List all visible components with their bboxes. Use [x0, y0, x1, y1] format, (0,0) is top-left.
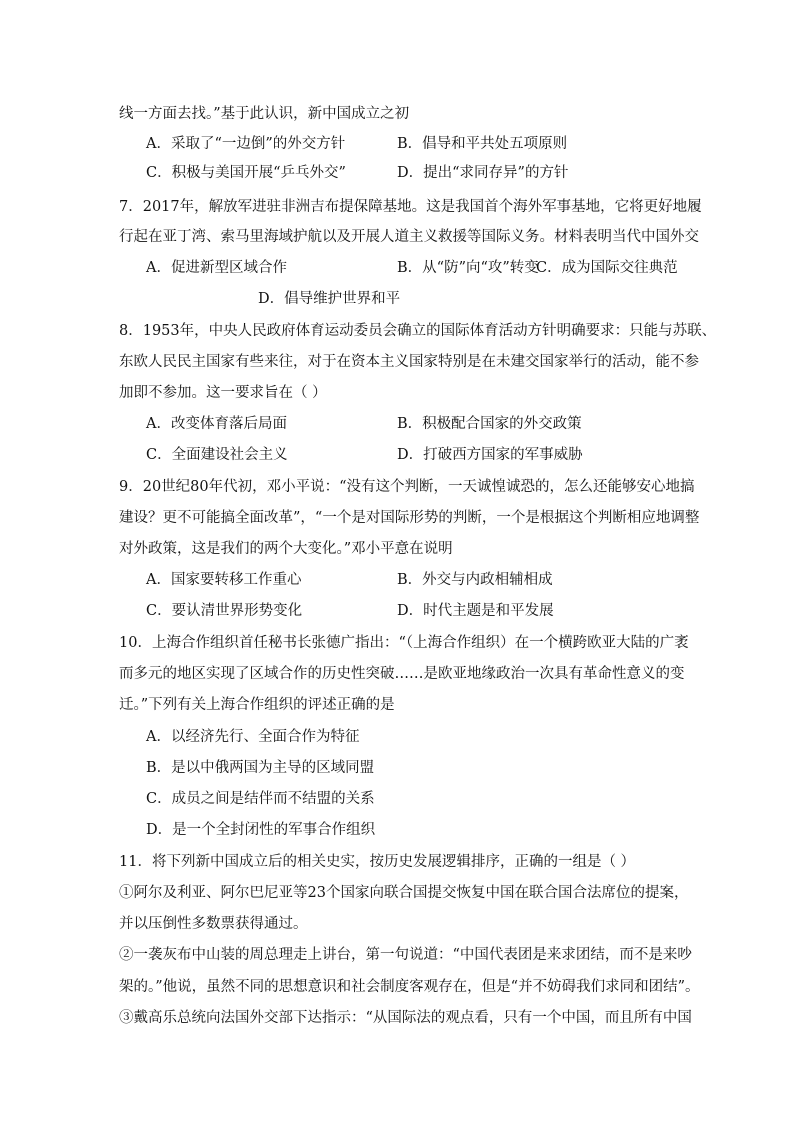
q11-item1-line2: 并以压倒性多数票获得通过。: [119, 916, 308, 932]
q6-option-c: C．积极与美国开展“乒乓外交”: [146, 165, 346, 181]
q10-option-d: D．是一个全封闭性的军事合作组织: [146, 822, 376, 838]
q11-item2-line2: 架的。”他说，虽然不同的思想意识和社会制度客观存在，但是“并不妨碍我们求同和团结”。: [119, 979, 700, 995]
q8-stem-line1: 8．1953年，中央人民政府体育运动委员会确立的国际体育活动方针明确要求：只能与苏联、: [119, 323, 717, 339]
q11-stem: 11．将下列新中国成立后的相关史实，按历史发展逻辑排序，正确的一组是（ ）: [119, 854, 636, 870]
q7-option-a: A．促进新型区域合作: [146, 260, 287, 276]
q9-stem-line2: 建设？更不可能搞全面改革”，“一个是对国际形势的判断，一个是根据这个判断相应地调整: [119, 510, 700, 526]
q10-option-a: A．以经济先行、全面合作为特征: [146, 729, 360, 745]
q6-option-b: B．倡导和平共处五项原则: [397, 136, 568, 152]
q6-option-a: A．采取了“一边倒”的外交方针: [146, 136, 346, 152]
q9-option-a: A．国家要转移工作重心: [146, 572, 302, 588]
q8-stem-line3: 加即不参加。这一要求旨在（ ）: [119, 385, 327, 401]
q8-option-d: D．打破西方国家的军事威胁: [397, 447, 583, 463]
q9-option-c: C．要认清世界形势变化: [146, 603, 303, 619]
q10-option-c: C．成员之间是结伴而不结盟的关系: [146, 791, 375, 807]
q7-option-b: B．从“防”向“攻”转变: [397, 260, 539, 276]
q8-option-b: B．积极配合国家的外交政策: [397, 416, 582, 432]
q7-option-c: C．成为国际交往典范: [536, 260, 678, 276]
q8-option-c: C．全面建设社会主义: [146, 447, 288, 463]
q10-stem-line1: 10．上海合作组织首任秘书长张德广指出：“（上海合作组织）在一个横跨欧亚大陆的广袤: [119, 635, 689, 651]
q9-stem-line3: 对外政策，这是我们的两个大变化。”邓小平意在说明: [119, 541, 453, 557]
q9-option-d: D．时代主题是和平发展: [397, 603, 554, 619]
q11-item3-line1: ③戴高乐总统向法国外交部下达指示：“从国际法的观点看，只有一个中国，而且所有中国: [119, 1010, 692, 1026]
q10-stem-line3: 迁。”下列有关上海合作组织的评述正确的是: [119, 697, 395, 713]
q7-stem-line1: 7．2017年，解放军进驻非洲吉布提保障基地。这是我国首个海外军事基地，它将更好地履: [119, 199, 702, 215]
q9-option-b: B．外交与内政相辅相成: [397, 572, 553, 588]
q10-option-b: B．是以中俄两国为主导的区域同盟: [146, 760, 375, 776]
q6-stem-continued: 线一方面去找。”基于此认识，新中国成立之初: [119, 106, 410, 122]
q7-option-d: D．倡导维护世界和平: [258, 291, 401, 307]
q10-stem-line2: 而多元的地区实现了区域合作的历史性突破……是欧亚地缘政治一次具有革命性意义的变: [119, 666, 685, 682]
q9-stem-line1: 9．20世纪80年代初，邓小平说：“没有这个判断，一天诚惶诚恐的，怎么还能够安心地搞: [119, 479, 695, 495]
q8-stem-line2: 东欧人民民主国家有些来往，对于在资本主义国家特别是在未建交国家举行的活动，能不参: [119, 354, 699, 370]
q11-item2-line1: ②一袭灰布中山装的周总理走上讲台，第一句说道：“中国代表团是来求团结，而不是来吵: [119, 947, 692, 963]
q7-stem-line2: 行起在亚丁湾、索马里海域护航以及开展人道主义救援等国际义务。材料表明当代中国外交: [119, 229, 699, 245]
q8-option-a: A．改变体育落后局面: [146, 416, 287, 432]
q6-option-d: D．提出“求同存异”的方针: [397, 165, 569, 181]
q11-item1-line1: ①阿尔及利亚、阿尔巴尼亚等23个国家向联合国提交恢复中国在联合国合法席位的提案，: [119, 885, 689, 901]
